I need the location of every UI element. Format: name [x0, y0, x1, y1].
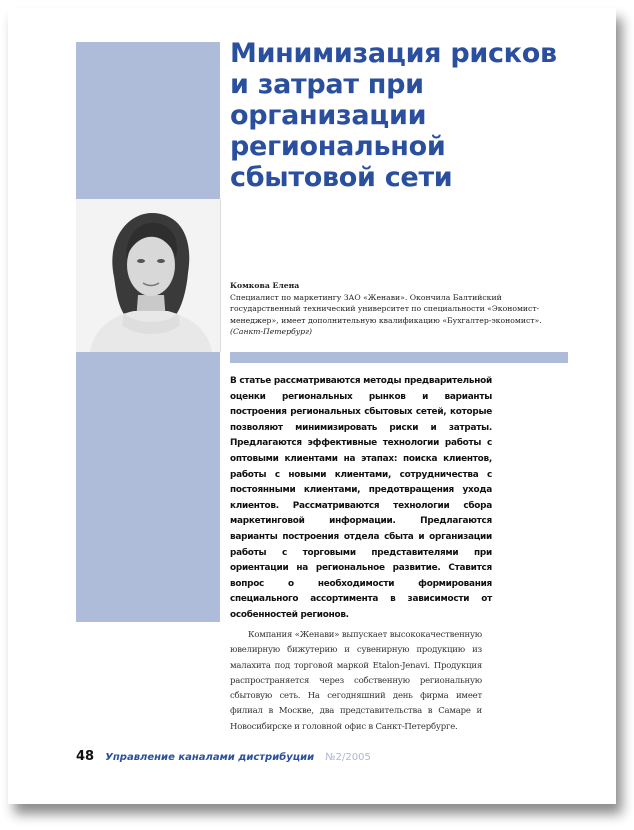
journal-name: Управление каналами дистрибуции	[105, 752, 315, 763]
magazine-page	[8, 8, 616, 804]
author-photo	[76, 199, 221, 352]
section-divider-bar	[230, 352, 568, 363]
page-footer	[76, 745, 556, 764]
author-info	[230, 280, 568, 338]
author-portrait-image	[76, 199, 220, 352]
page-number: 48	[76, 749, 95, 764]
article-title: Минимизация рисков и затрат при организации региональной сбытовой сети	[230, 38, 557, 193]
author-name: Комкова Елена	[230, 281, 300, 290]
issue-number: №2/2005	[325, 752, 371, 763]
author-city: (Санкт-Петербург)	[230, 327, 312, 336]
article-body-paragraph: Компания «Женави» выпускает высококачественную ювелирную бижутерию и сувенирную продукцию из малахита под торговой маркой Etalon-Jenavi. Продукция распространяется через собственную региональную сбытовую сеть. На сегодняшний день фирма имеет филиал в Москве, два представительства в Самаре и Новосибирске и головной офис в Санкт-Петербурге.	[230, 630, 482, 732]
author-bio: Специалист по маркетингу ЗАО «Женави». Окончила Балтийский государственный технический университет по специальности «Экономист-менеджер», имеет дополнительную квалификацию «Бухгалтер-экономист».	[230, 292, 542, 325]
article-abstract: В статье рассматриваются методы предварительной оценки региональных рынков и варианты построения региональных сбытовых сетей, которые позволяют минимизировать риски и затраты. Предлагаются эффективные технологии работы с оптовыми клиентами на этапах: поиска клиентов, работы с новыми клиентами, сотрудничества с постоянными клиентами, предотвращения ухода клиентов. Рассматриваются технологии сбора маркетинговой информации. Предлагаются варианты построения отдела сбыта и организации работы с торговыми представителями при ориентации на региональное развитие. Ставится вопрос о необходимости формирования специального ассортимента в зависимости от особенностей регионов.	[230, 376, 492, 620]
